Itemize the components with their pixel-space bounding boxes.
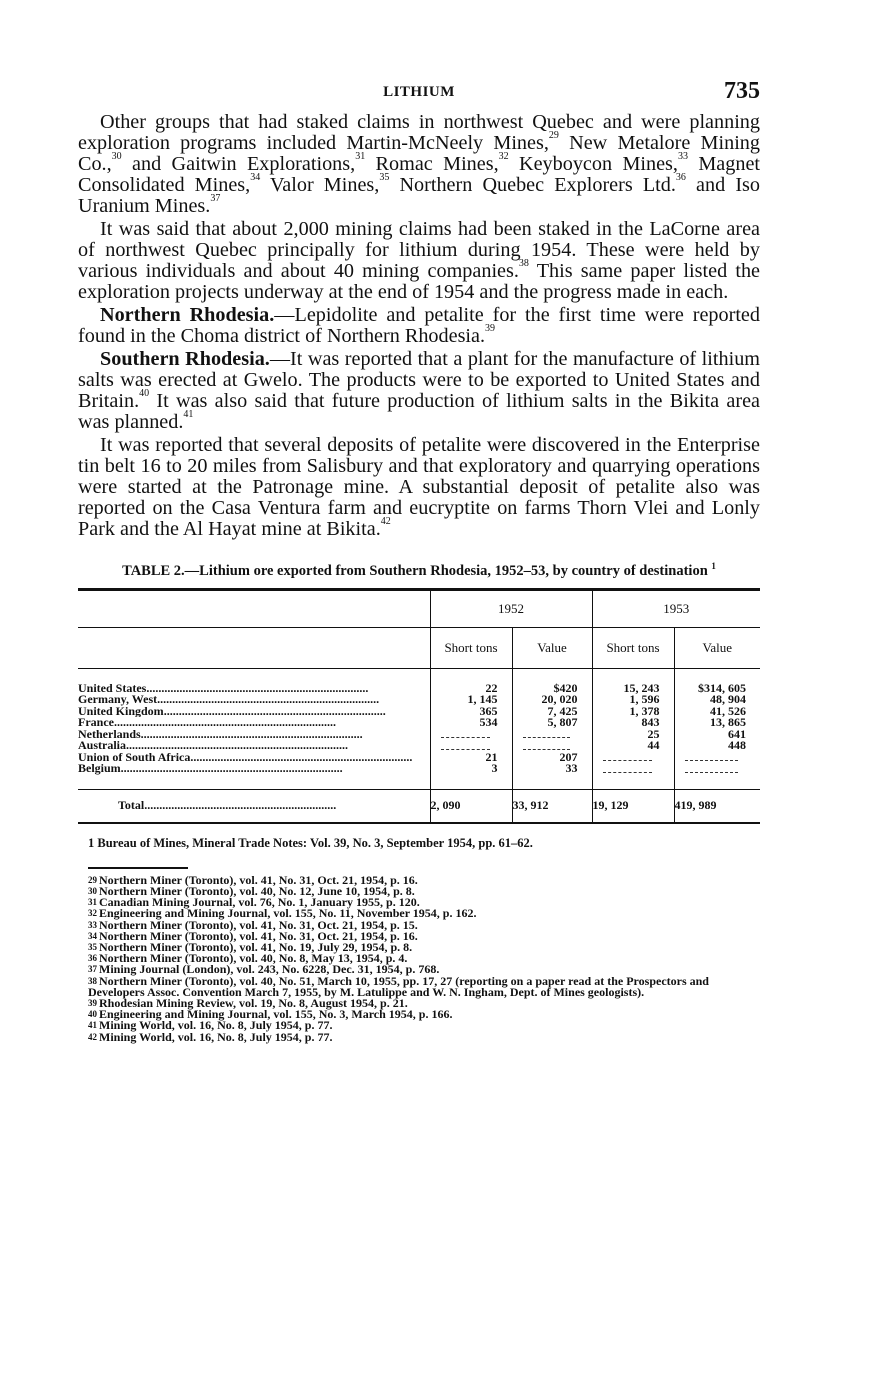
table-total-row <box>78 789 760 823</box>
value-cell: 534 <box>430 717 512 729</box>
value-cell <box>430 740 512 752</box>
paragraph-text: It was also said that future production of lithium salts in the Bikita area was planned. <box>78 390 760 433</box>
value-cell: 15, 243 <box>592 683 674 695</box>
table-subheader-row <box>78 627 760 668</box>
footnote-text: Northern Miner (Toronto), vol. 40, No. 51, March 10, 1955, pp. 17, 27 (reporting on a paper read at the Prospectors and Developers Assoc. Convention March 7, 1955, by M. Latulippe and W. N. Ingham, Dept. of Mines geologists). <box>88 973 709 999</box>
country-name: United Kingdom <box>78 705 164 718</box>
value-cell <box>512 740 592 752</box>
value-cell <box>512 729 592 741</box>
country-cell: France.......................................................................... <box>78 717 336 729</box>
country-cell: Belgium.......................................................................... <box>78 763 343 775</box>
table-footnote: 1 Bureau of Mines, Mineral Trade Notes: Vol. 39, No. 3, September 1954, pp. 61–62. <box>88 835 533 850</box>
paragraph-text: Magnet Consolidated Mines, <box>78 153 761 196</box>
value-cell: 1, 378 <box>592 706 674 718</box>
footnote-number: 38 <box>88 975 97 986</box>
footnote-ref: 42 <box>380 516 391 527</box>
value-cell: 1, 145 <box>430 694 512 706</box>
footnote-ref: 30 <box>111 151 122 162</box>
value-cell: 5, 807 <box>512 717 592 729</box>
table-row <box>78 752 760 764</box>
table-caption <box>78 558 760 580</box>
country-cell: Union of South Africa.......................................................................... <box>78 751 413 764</box>
paragraph <box>78 112 760 217</box>
value-cell: 641 <box>674 729 760 741</box>
footnote-number: 37 <box>88 964 97 975</box>
value-cell <box>592 752 674 764</box>
subheader-value-1952: Value <box>512 627 592 668</box>
value-cell: 33 <box>512 763 592 775</box>
value-cell: $314, 605 <box>674 683 760 695</box>
value-cell: 3 <box>430 763 512 775</box>
country-name: Union of South Africa <box>78 751 191 764</box>
value-cell: 20, 020 <box>512 694 592 706</box>
page-header <box>78 78 760 112</box>
paragraph <box>78 219 760 303</box>
footnote-text: Rhodesian Mining Review, vol. 19, No. 8, August 1954, p. 21. <box>99 996 408 1011</box>
footnote-number: 40 <box>88 1009 97 1020</box>
paragraph <box>78 349 760 433</box>
country-name: Germany, West <box>78 694 158 706</box>
footnote-text: Northern Miner (Toronto), vol. 41, No. 19, July 29, 1954, p. 8. <box>99 940 413 955</box>
year-header-1952: 1952 <box>430 589 592 627</box>
country-cell: United States.......................................................................... <box>78 682 369 695</box>
table-body <box>78 680 760 776</box>
table-row <box>78 763 760 775</box>
value-cell: $420 <box>512 683 592 695</box>
value-cell: 25 <box>592 729 674 741</box>
country-cell: United Kingdom.......................................................................... <box>78 705 386 718</box>
empty-dash <box>523 743 570 750</box>
footnote-ref: 33 <box>677 151 688 162</box>
footnote-text: Engineering and Mining Journal, vol. 155, No. 11, November 1954, p. 162. <box>99 906 477 921</box>
footnote-number: 29 <box>88 874 97 885</box>
value-cell: 1, 596 <box>592 694 674 706</box>
paragraph-text: New Metalore Mining Co., <box>78 132 760 175</box>
footnote <box>78 1029 760 1044</box>
empty-dash <box>441 731 490 738</box>
paragraph-text: Romac Mines, <box>365 153 499 175</box>
value-cell: 13, 865 <box>674 717 760 729</box>
paragraph-text: It was said that about 2,000 mining claims had been staked in the LaCorne area of northwest Quebec principally for lithium during 1954. These were held by various individuals and about 40 mining companies. <box>78 218 760 282</box>
footnote-text: Canadian Mining Journal, vol. 76, No. 1, January 1955, p. 120. <box>99 895 420 910</box>
paragraph-text: —It was reported that a plant for the manufacture of lithium salts was erected at Gwelo. The products were to be exported to United States and Britain. <box>78 348 760 412</box>
footnote-number: 42 <box>88 1031 97 1042</box>
table-caption-text: TABLE 2.—Lithium ore exported from Southern Rhodesia, 1952–53, by country of destination <box>122 562 708 579</box>
value-cell: 448 <box>674 740 760 752</box>
footnote-text: Northern Miner (Toronto), vol. 41, No. 31, Oct. 21, 1954, p. 16. <box>99 928 418 943</box>
footnote-ref: 39 <box>485 323 496 334</box>
value-cell <box>592 763 674 775</box>
footnote-ref: 38 <box>518 258 529 269</box>
country-cell: Germany, West.......................................................................... <box>78 694 380 706</box>
footnote-ref: 37 <box>210 193 221 204</box>
table-stub-subheader <box>78 627 430 668</box>
footnote-text: Engineering and Mining Journal, vol. 155, No. 3, March 1954, p. 166. <box>99 1007 453 1022</box>
footnote-ref: 40 <box>139 388 150 399</box>
country-name: United States <box>78 682 147 695</box>
page-number: 735 <box>724 78 760 104</box>
country-name: Australia <box>78 740 126 752</box>
value-cell: 44 <box>592 740 674 752</box>
table-caption-note-mark: 1 <box>711 561 716 571</box>
empty-dash <box>685 766 739 773</box>
lithium-export-table <box>78 588 760 824</box>
table-stub-header <box>78 589 430 627</box>
footnote-ref: 31 <box>355 151 366 162</box>
total-short-tons-1952: 2, 090 <box>430 789 512 823</box>
footnote-ref: 29 <box>548 130 559 141</box>
table-row <box>78 740 760 752</box>
paragraph-text: Valor Mines, <box>260 174 380 196</box>
value-cell: 207 <box>512 752 592 764</box>
value-cell: 22 <box>430 683 512 695</box>
total-short-tons-1953: 19, 129 <box>592 789 674 823</box>
value-cell <box>674 763 760 775</box>
footnote-ref: 41 <box>183 409 194 420</box>
footnote-number: 31 <box>88 897 97 908</box>
section-heading: Southern Rhodesia. <box>100 348 270 370</box>
empty-dash <box>523 731 570 738</box>
footnote-text: Northern Miner (Toronto), vol. 41, No. 31, Oct. 21, 1954, p. 15. <box>99 917 418 932</box>
paragraph-text: and Gaitwin Explorations, <box>121 153 356 175</box>
total-value-1952: 33, 912 <box>512 789 592 823</box>
footnote-text: Mining World, vol. 16, No. 8, July 1954, p. 77. <box>99 1018 333 1033</box>
footnote-ref: 36 <box>675 172 686 183</box>
value-cell <box>430 729 512 741</box>
footnote-number: 35 <box>88 942 97 953</box>
footnote-ref: 34 <box>250 172 261 183</box>
empty-dash <box>603 754 652 761</box>
subheader-short-tons-1952: Short tons <box>430 627 512 668</box>
footnote-ref: 32 <box>498 151 509 162</box>
body-text <box>78 112 760 540</box>
paragraph-text: Northern Quebec Explorers Ltd. <box>389 174 676 196</box>
paragraph-text: Other groups that had staked claims in northwest Quebec and were planning exploration programs included Martin-McNeely Mines, <box>78 111 760 154</box>
empty-dash <box>685 754 739 761</box>
footnote-number: 36 <box>88 953 97 964</box>
paragraph-text: It was reported that several deposits of petalite were discovered in the Enterprise tin belt 16 to 20 miles from Salisbury and that exploratory and quarrying operations were started at the Patronage mine. A substantial deposit of petalite also was reported on the Casa Ventura farm and eucryptite on farms Thorn Vlei and Lonly Park and the Al Hayat mine at Bikita. <box>78 434 760 540</box>
document-page <box>78 78 760 1043</box>
total-value-1953: 419, 989 <box>674 789 760 823</box>
footnote-number: 30 <box>88 886 97 897</box>
table-year-header-row <box>78 589 760 627</box>
footnote-number: 41 <box>88 1020 97 1031</box>
empty-dash <box>603 766 652 773</box>
country-cell: Netherlands.......................................................................... <box>78 728 363 741</box>
value-cell: 7, 425 <box>512 706 592 718</box>
footnote-text: Northern Miner (Toronto), vol. 40, No. 8, May 13, 1954, p. 4. <box>99 951 408 966</box>
footnote-text: Northern Miner (Toronto), vol. 41, No. 31, Oct. 21, 1954, p. 16. <box>99 872 418 887</box>
footnote-text: Northern Miner (Toronto), vol. 40, No. 12, June 10, 1954, p. 8. <box>99 884 415 899</box>
year-header-1953: 1953 <box>592 589 760 627</box>
paragraph-text: and Iso Uranium Mines. <box>78 174 760 217</box>
value-cell: 365 <box>430 706 512 718</box>
value-cell: 843 <box>592 717 674 729</box>
footnote-number: 34 <box>88 930 97 941</box>
country-name: France <box>78 717 114 729</box>
paragraph-text: Keyboycon Mines, <box>508 153 678 175</box>
value-cell: 48, 904 <box>674 694 760 706</box>
value-cell: 21 <box>430 752 512 764</box>
value-cell: 41, 526 <box>674 706 760 718</box>
value-cell <box>674 752 760 764</box>
paragraph-text: This same paper listed the exploration projects underway at the end of 1954 and the progress made in each. <box>78 260 760 303</box>
footnote-text: Mining World, vol. 16, No. 8, July 1954, p. 77. <box>99 1029 333 1044</box>
total-label: Total................................................................ <box>78 789 430 823</box>
footnote-number: 39 <box>88 998 97 1009</box>
footnote <box>78 973 760 999</box>
country-name: Belgium <box>78 763 121 775</box>
running-title: LITHIUM <box>383 84 455 100</box>
subheader-value-1953: Value <box>674 627 760 668</box>
subheader-short-tons-1953: Short tons <box>592 627 674 668</box>
footnote-text: Mining Journal (London), vol. 243, No. 6228, Dec. 31, 1954, p. 768. <box>99 962 440 977</box>
paragraph-text: —Lepidolite and petalite for the first time were reported found in the Choma district of Northern Rhodesia. <box>78 304 760 347</box>
footnote-divider <box>88 867 188 869</box>
country-name: Netherlands <box>78 728 141 741</box>
paragraph <box>78 305 760 347</box>
footnote-ref: 35 <box>379 172 390 183</box>
empty-dash <box>441 743 490 750</box>
footnote-number: 32 <box>88 908 97 919</box>
section-heading: Northern Rhodesia. <box>100 304 275 326</box>
footnotes <box>78 872 760 1044</box>
paragraph <box>78 435 760 540</box>
country-cell: Australia.......................................................................... <box>78 740 348 752</box>
footnote-number: 33 <box>88 919 97 930</box>
